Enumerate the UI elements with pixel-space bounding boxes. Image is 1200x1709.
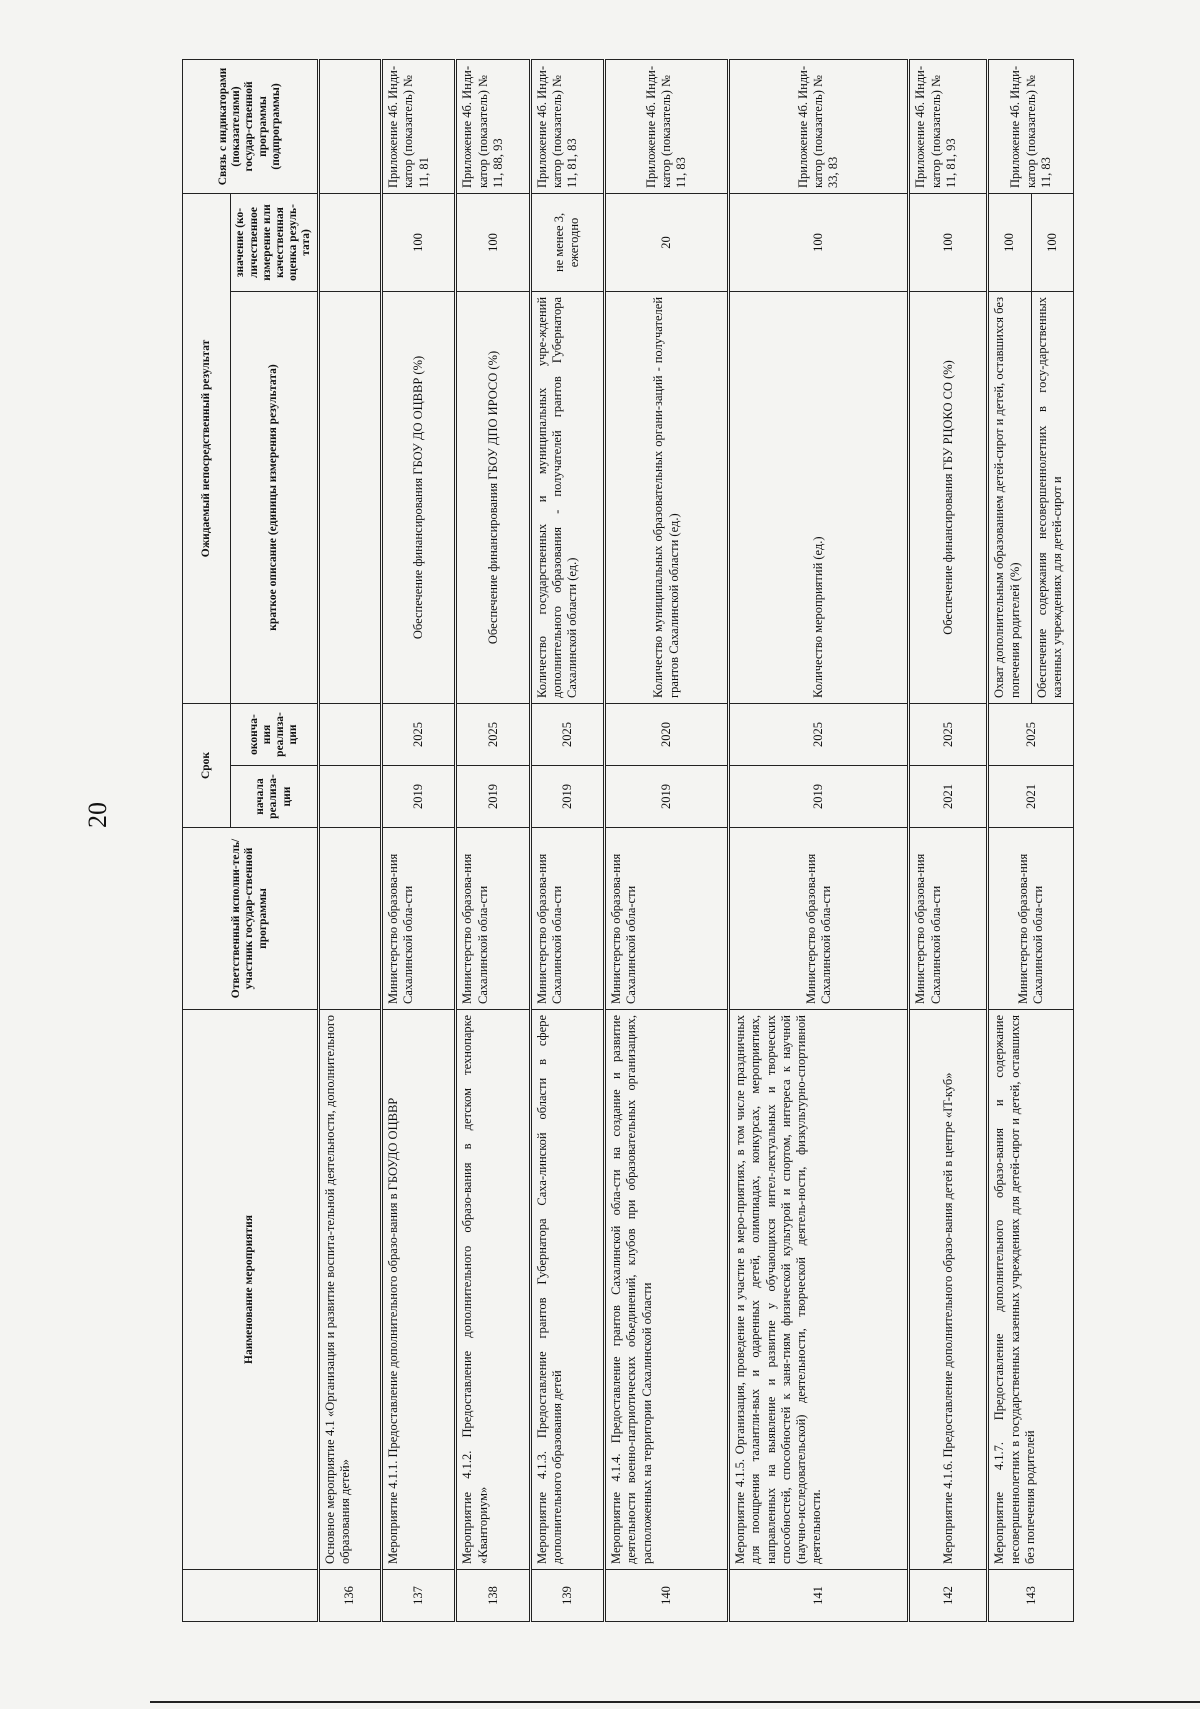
executor: Министерство образова-ния Сахалинской обла-сти: [530, 828, 604, 1010]
rotated-sheet-wrapper: [182, 60, 1074, 1622]
page-number: 20: [83, 802, 112, 828]
table-row: [988, 59, 1031, 1621]
result-description: Обеспечение финансирования ГБОУ ДО ОЦВВР (%): [382, 291, 456, 703]
activity-name: Мероприятие 4.1.4. Предоставление грантов Сахалинской обла-сти на создание и развитие деятельности военно-патриотических объединений, клубов при образовательных организациях, расположенных на территории Сахалинской области: [605, 1010, 729, 1570]
start-year: 2019: [382, 766, 456, 828]
end-year: [319, 703, 382, 765]
row-number: 142: [909, 1570, 988, 1622]
end-year: 2025: [456, 703, 530, 765]
result-description: Количество мероприятий (ед.): [729, 291, 909, 703]
activity-name: Основное мероприятие 4.1 «Организация и развитие воспита-тельной деятельности, дополнительного образования детей»: [319, 1010, 382, 1570]
program-activities-table: [182, 59, 1074, 1622]
end-year: 2025: [382, 703, 456, 765]
table-row: [729, 59, 909, 1621]
header-name: Наименование мероприятия: [183, 1010, 319, 1570]
result-description: Обеспечение финансирования ГБОУ ДПО ИРОСО (%): [456, 291, 530, 703]
result-value: 100: [909, 193, 988, 291]
activity-name: Мероприятие 4.1.6. Предоставление дополнительного образо-вания детей в центре «IT-куб»: [909, 1010, 988, 1570]
bottom-edge-rule: [150, 1701, 1200, 1703]
end-year: 2020: [605, 703, 729, 765]
result-description: Охват дополнительным образованием детей-сирот и детей, оставшихся без попечения родителей (%): [988, 291, 1031, 703]
table-row: [605, 59, 729, 1621]
start-year: 2021: [988, 766, 1074, 828]
header-end: оконча-ния реализа-ции: [231, 703, 319, 765]
result-description: Количество муниципальных образовательных органи-заций - получателей грантов Сахалинской области (ед.): [605, 291, 729, 703]
end-year: 2025: [988, 703, 1074, 765]
executor: Министерство образова-ния Сахалинской обла-сти: [729, 828, 909, 1010]
result-value: 100: [988, 193, 1031, 291]
header-desc: краткое описание (единицы измерения результата): [231, 291, 319, 703]
end-year: 2025: [729, 703, 909, 765]
start-year: 2019: [456, 766, 530, 828]
result-description: Обеспечение финансирования ГБУ РЦОКО СО (%): [909, 291, 988, 703]
activity-name: Мероприятие 4.1.1. Предоставление дополнительного образо-вания в ГБОУДО ОЦВВР: [382, 1010, 456, 1570]
end-year: 2025: [530, 703, 604, 765]
row-number: 136: [319, 1570, 382, 1622]
indicator-link: [319, 59, 382, 193]
result-value: не менее 3, ежегодно: [530, 193, 604, 291]
header-link: Связь с индикаторами (показателями) государ-ственной программы (подпрограммы): [183, 59, 319, 193]
row-number: 138: [456, 1570, 530, 1622]
result-description: [319, 291, 382, 703]
row-number: 139: [530, 1570, 604, 1622]
row-number: 143: [988, 1570, 1074, 1622]
header-row-number: [183, 1570, 319, 1622]
activity-name: Мероприятие 4.1.5. Организация, проведение и участие в меро-приятиях, в том числе праздничных для поощрения талантли-вых и одаренных детей, олимпиадах, конкурсах, мероприятиях, направленных на выявление и развитие у обучающихся интел-лектуальных и творческих способностей, способностей к заня-тиям физической культурой и спортом, интереса к научной (научно-исследовательской) деятельности, творческой деятель-ности, физкультурно-спортивной деятельности.: [729, 1010, 909, 1570]
result-description: Обеспечение содержания несовершеннолетних в госу-дарственных казенных учреждениях для детей-сирот и: [1031, 291, 1073, 703]
row-number: 137: [382, 1570, 456, 1622]
table-row: [530, 59, 604, 1621]
start-year: 2019: [605, 766, 729, 828]
start-year: 2021: [909, 766, 988, 828]
table-row: [382, 59, 456, 1621]
result-value: 100: [1031, 193, 1073, 291]
indicator-link: Приложение 4б. Инди-катор (показатель) № 11, 81, 93: [909, 59, 988, 193]
result-description: Количество государственных и муниципальных учре-ждений дополнительного образования - получателей грантов Губернатора Сахалинской области (ед.): [530, 291, 604, 703]
executor: Министерство образова-ния Сахалинской обла-сти: [909, 828, 988, 1010]
table-row: [456, 59, 530, 1621]
rotated-sheet: [182, 60, 1074, 1622]
result-value: [319, 193, 382, 291]
table-row: [909, 59, 988, 1621]
end-year: 2025: [909, 703, 988, 765]
indicator-link: Приложение 4б. Инди-катор (показатель) № 11, 83: [605, 59, 729, 193]
header-start: начала реализа-ции: [231, 766, 319, 828]
start-year: 2019: [530, 766, 604, 828]
header-value: значение (ко-личественное измерение или качественная оценка резуль-тата): [231, 193, 319, 291]
table-row: [319, 59, 382, 1621]
result-value: 100: [729, 193, 909, 291]
start-year: 2019: [729, 766, 909, 828]
executor: [319, 828, 382, 1010]
header-executor: Ответственный исполни-тель/участник государ-ственной программы: [183, 828, 319, 1010]
result-value: 100: [456, 193, 530, 291]
activity-name: Мероприятие 4.1.7. Предоставление дополнительного образо-вания и содержание несовершеннолетних в государственных казенных учреждениях для детей-сирот и детей, оставшихся без попечения родителей: [988, 1010, 1074, 1570]
indicator-link: Приложение 4б. Инди-катор (показатель) № 33, 83: [729, 59, 909, 193]
executor: Министерство образова-ния Сахалинской обла-сти: [456, 828, 530, 1010]
header-term: Срок: [183, 703, 231, 827]
executor: Министерство образова-ния Сахалинской обла-сти: [382, 828, 456, 1010]
start-year: [319, 766, 382, 828]
indicator-link: Приложение 4б. Инди-катор (показатель) № 11, 88, 93: [456, 59, 530, 193]
activity-name: Мероприятие 4.1.3. Предоставление грантов Губернатора Саха-линской области в сфере дополнительного образования детей: [530, 1010, 604, 1570]
row-number: 141: [729, 1570, 909, 1622]
result-value: 20: [605, 193, 729, 291]
indicator-link: Приложение 4б. Инди-катор (показатель) № 11, 81: [382, 59, 456, 193]
row-number: 140: [605, 1570, 729, 1622]
executor: Министерство образова-ния Сахалинской обла-сти: [988, 828, 1074, 1010]
indicator-link: Приложение 4б. Инди-катор (показатель) № 11, 83: [988, 59, 1074, 193]
result-value: 100: [382, 193, 456, 291]
indicator-link: Приложение 4б. Инди-катор (показатель) № 11, 81, 83: [530, 59, 604, 193]
header-result: Ожидаемый непосредственный результат: [183, 193, 231, 703]
activity-name: Мероприятие 4.1.2. Предоставление дополнительного образо-вания в детском технопарке «Кванториум»: [456, 1010, 530, 1570]
executor: Министерство образова-ния Сахалинской обла-сти: [605, 828, 729, 1010]
